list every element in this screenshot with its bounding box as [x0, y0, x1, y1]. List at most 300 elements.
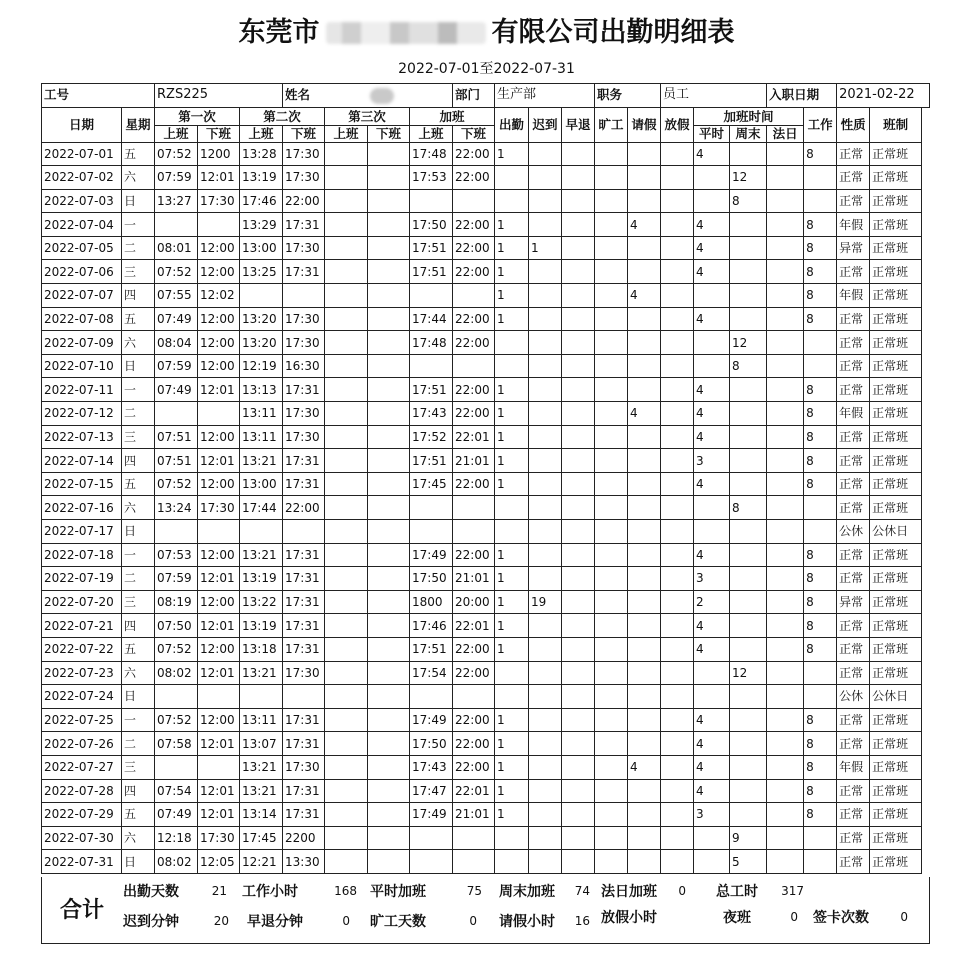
legal-ot-value: 0 [678, 884, 686, 898]
table-cell [730, 449, 767, 473]
table-cell [730, 378, 767, 402]
table-cell: 21:01 [453, 449, 495, 473]
table-cell: 日 [122, 850, 155, 874]
table-cell: 22:00 [453, 213, 495, 237]
table-cell [529, 567, 562, 591]
table-cell: 六 [122, 826, 155, 850]
table-cell: 07:55 [155, 284, 198, 308]
table-cell [240, 520, 283, 544]
table-cell: 12:01 [198, 661, 240, 685]
leave-hours-label: 请假小时 [499, 914, 555, 930]
table-cell [562, 779, 595, 803]
table-cell: 三 [122, 260, 155, 284]
table-cell [730, 732, 767, 756]
table-cell: 正常班 [870, 260, 922, 284]
table-cell [767, 189, 804, 213]
table-cell [562, 236, 595, 260]
table-cell: 17:51 [410, 236, 453, 260]
table-cell [368, 755, 410, 779]
table-cell: 17:45 [240, 826, 283, 850]
table-cell [661, 354, 694, 378]
table-cell: 08:02 [155, 850, 198, 874]
table-cell [325, 803, 368, 827]
table-cell: 17:43 [410, 755, 453, 779]
table-cell: 2022-07-09 [42, 331, 122, 355]
table-cell [325, 213, 368, 237]
table-cell: 2022-07-28 [42, 779, 122, 803]
table-cell: 二 [122, 236, 155, 260]
table-cell: 12:00 [198, 543, 240, 567]
table-cell [529, 213, 562, 237]
table-cell [410, 850, 453, 874]
table-cell [804, 354, 837, 378]
table-cell [529, 142, 562, 166]
table-cell: 4 [694, 402, 730, 426]
table-cell [804, 850, 837, 874]
table-cell: 正常 [837, 543, 870, 567]
table-cell [730, 236, 767, 260]
table-cell: 1 [495, 732, 529, 756]
table-cell [767, 213, 804, 237]
table-cell [661, 378, 694, 402]
table-row [42, 354, 930, 378]
table-cell [595, 779, 628, 803]
table-cell: 17:31 [283, 567, 325, 591]
table-cell: 13:14 [240, 803, 283, 827]
table-cell [661, 402, 694, 426]
table-cell: 13:30 [283, 850, 325, 874]
table-cell [730, 708, 767, 732]
table-cell: 13:11 [240, 402, 283, 426]
table-cell: 07:50 [155, 614, 198, 638]
table-cell [325, 331, 368, 355]
table-cell: 正常班 [870, 543, 922, 567]
table-cell: 正常班 [870, 425, 922, 449]
name-cell [283, 84, 453, 108]
table-cell [529, 496, 562, 520]
table-cell [628, 520, 661, 544]
absent-days-label: 旷工天数 [370, 914, 426, 930]
table-cell: 17:47 [410, 779, 453, 803]
employee-id: RZS225 [155, 84, 283, 108]
table-cell: 12:00 [198, 708, 240, 732]
table-cell [325, 708, 368, 732]
table-cell: 22:00 [453, 307, 495, 331]
table-cell [595, 260, 628, 284]
table-cell: 1 [495, 755, 529, 779]
attendance-table [41, 83, 930, 874]
table-cell [595, 496, 628, 520]
table-cell [495, 331, 529, 355]
table-cell [368, 590, 410, 614]
table-cell: 正常 [837, 449, 870, 473]
table-cell: 22:00 [453, 543, 495, 567]
table-cell: 12:01 [198, 567, 240, 591]
table-row [42, 614, 930, 638]
table-cell [595, 284, 628, 308]
table-cell [368, 779, 410, 803]
table-cell [628, 543, 661, 567]
table-cell [453, 496, 495, 520]
table-cell [694, 826, 730, 850]
table-cell [730, 590, 767, 614]
table-cell: 13:00 [240, 472, 283, 496]
table-cell: 2022-07-02 [42, 166, 122, 190]
table-cell [628, 166, 661, 190]
table-cell: 17:31 [283, 732, 325, 756]
table-cell: 17:50 [410, 213, 453, 237]
table-cell: 2022-07-30 [42, 826, 122, 850]
table-cell [562, 708, 595, 732]
table-cell: 07:54 [155, 779, 198, 803]
table-cell [804, 685, 837, 709]
table-cell: 8 [804, 590, 837, 614]
table-cell: 正常 [837, 354, 870, 378]
col-second: 第二次 [240, 107, 325, 125]
table-cell [661, 637, 694, 661]
table-cell: 22:01 [453, 425, 495, 449]
table-cell [694, 496, 730, 520]
table-cell [804, 826, 837, 850]
table-cell: 13:11 [240, 425, 283, 449]
table-cell: 12:02 [198, 284, 240, 308]
table-cell: 四 [122, 779, 155, 803]
total-label: 合计 [59, 897, 104, 923]
table-cell [628, 779, 661, 803]
table-cell: 8 [730, 354, 767, 378]
table-cell: 3 [694, 449, 730, 473]
table-cell: 12:18 [155, 826, 198, 850]
table-cell [529, 543, 562, 567]
table-cell [368, 496, 410, 520]
table-cell: 8 [804, 803, 837, 827]
table-cell: 2022-07-10 [42, 354, 122, 378]
table-cell [562, 354, 595, 378]
table-cell: 1 [495, 284, 529, 308]
table-cell [325, 590, 368, 614]
table-cell: 17:44 [240, 496, 283, 520]
table-cell: 正常 [837, 850, 870, 874]
table-cell: 12:01 [198, 803, 240, 827]
table-cell: 1 [495, 779, 529, 803]
table-cell [529, 331, 562, 355]
table-cell [767, 708, 804, 732]
table-cell: 正常班 [870, 213, 922, 237]
table-cell: 13:07 [240, 732, 283, 756]
normal-ot-value: 75 [466, 884, 482, 898]
punch-label: 签卡次数 [813, 910, 869, 926]
table-cell [453, 826, 495, 850]
table-cell: 13:11 [240, 708, 283, 732]
table-cell: 13:21 [240, 543, 283, 567]
table-cell [730, 284, 767, 308]
table-cell: 2022-07-18 [42, 543, 122, 567]
table-cell [240, 284, 283, 308]
table-cell [628, 378, 661, 402]
table-cell: 17:31 [283, 472, 325, 496]
table-cell [562, 260, 595, 284]
table-cell: 一 [122, 708, 155, 732]
late-min-label: 迟到分钟 [123, 914, 179, 930]
table-cell: 22:00 [453, 402, 495, 426]
table-cell [325, 307, 368, 331]
table-cell: 正常 [837, 166, 870, 190]
col-ot-on: 上班 [410, 125, 453, 142]
table-cell: 1 [495, 402, 529, 426]
hire-date: 2021-02-22 [837, 84, 930, 108]
table-cell [767, 803, 804, 827]
table-cell [595, 142, 628, 166]
table-cell [368, 449, 410, 473]
table-cell: 12:01 [198, 449, 240, 473]
table-cell: 22:01 [453, 779, 495, 803]
table-cell: 1 [529, 236, 562, 260]
table-cell: 13:25 [240, 260, 283, 284]
table-cell [495, 166, 529, 190]
col-third-on: 上班 [325, 125, 368, 142]
table-row [42, 236, 930, 260]
holiday-hours-label: 放假小时 [601, 910, 657, 926]
table-cell: 17:31 [283, 614, 325, 638]
table-cell: 正常 [837, 496, 870, 520]
table-cell: 4 [628, 755, 661, 779]
table-cell [767, 402, 804, 426]
table-cell: 17:30 [283, 425, 325, 449]
table-cell: 07:51 [155, 425, 198, 449]
table-cell: 正常 [837, 567, 870, 591]
table-cell: 2 [694, 590, 730, 614]
table-cell [529, 850, 562, 874]
table-cell: 8 [804, 142, 837, 166]
table-cell: 二 [122, 402, 155, 426]
table-cell: 1 [495, 142, 529, 166]
table-cell [368, 803, 410, 827]
table-cell [628, 189, 661, 213]
table-cell [661, 425, 694, 449]
table-cell [283, 685, 325, 709]
table-cell [325, 236, 368, 260]
table-cell [198, 213, 240, 237]
table-cell [767, 307, 804, 331]
table-cell [661, 755, 694, 779]
table-cell: 正常 [837, 260, 870, 284]
col-first-off: 下班 [198, 125, 240, 142]
table-cell [562, 189, 595, 213]
header-row-1 [42, 107, 930, 125]
table-cell: 2022-07-12 [42, 402, 122, 426]
table-cell: 8 [804, 732, 837, 756]
table-cell [562, 142, 595, 166]
report-title [0, 12, 973, 54]
table-cell [767, 331, 804, 355]
table-cell: 4 [694, 543, 730, 567]
table-row [42, 166, 930, 190]
table-cell [767, 755, 804, 779]
table-cell [368, 614, 410, 638]
table-cell [730, 260, 767, 284]
table-cell: 17:31 [283, 378, 325, 402]
table-cell: 17:48 [410, 331, 453, 355]
table-cell: 2022-07-17 [42, 520, 122, 544]
table-cell [595, 708, 628, 732]
col-first: 第一次 [155, 107, 240, 125]
table-cell [804, 520, 837, 544]
table-cell [730, 803, 767, 827]
table-cell [767, 472, 804, 496]
table-row [42, 685, 930, 709]
table-cell [529, 449, 562, 473]
table-cell [767, 543, 804, 567]
table-cell [368, 189, 410, 213]
table-cell: 1 [495, 803, 529, 827]
table-cell: 17:51 [410, 260, 453, 284]
table-cell: 正常 [837, 614, 870, 638]
table-cell [562, 496, 595, 520]
table-cell: 17:31 [283, 449, 325, 473]
absent-days-value: 0 [469, 914, 477, 928]
table-cell: 12:01 [198, 166, 240, 190]
table-cell [368, 331, 410, 355]
table-cell [595, 614, 628, 638]
total-hours-label: 总工时 [716, 884, 758, 900]
table-cell: 12:00 [198, 307, 240, 331]
table-cell [694, 685, 730, 709]
table-cell [325, 637, 368, 661]
table-cell: 4 [694, 142, 730, 166]
table-cell [562, 449, 595, 473]
table-cell: 正常班 [870, 236, 922, 260]
table-cell [628, 472, 661, 496]
table-cell: 22:00 [453, 236, 495, 260]
table-row [42, 425, 930, 449]
table-cell [767, 520, 804, 544]
table-cell: 08:01 [155, 236, 198, 260]
table-cell [628, 425, 661, 449]
table-cell: 1 [495, 567, 529, 591]
col-leave: 请假 [628, 107, 661, 142]
table-cell [368, 637, 410, 661]
table-cell [325, 378, 368, 402]
table-cell: 正常班 [870, 449, 922, 473]
table-cell: 07:49 [155, 307, 198, 331]
table-cell [368, 378, 410, 402]
table-cell: 07:59 [155, 567, 198, 591]
table-row [42, 496, 930, 520]
table-row [42, 142, 930, 166]
table-cell: 5 [730, 850, 767, 874]
table-cell: 异常 [837, 590, 870, 614]
table-cell: 9 [730, 826, 767, 850]
table-row [42, 732, 930, 756]
table-cell: 17:49 [410, 708, 453, 732]
table-cell [155, 520, 198, 544]
table-cell: 13:18 [240, 637, 283, 661]
table-cell [410, 520, 453, 544]
table-cell [325, 850, 368, 874]
table-cell: 四 [122, 614, 155, 638]
table-cell: 正常班 [870, 307, 922, 331]
table-cell: 19 [529, 590, 562, 614]
table-cell: 13:27 [155, 189, 198, 213]
table-cell: 一 [122, 543, 155, 567]
table-cell: 正常 [837, 803, 870, 827]
table-cell: 17:30 [283, 661, 325, 685]
table-cell: 2022-07-06 [42, 260, 122, 284]
table-cell [562, 520, 595, 544]
table-cell [595, 567, 628, 591]
table-cell: 正常 [837, 142, 870, 166]
table-cell [368, 708, 410, 732]
dept-value: 生产部 [495, 84, 595, 108]
table-cell: 08:02 [155, 661, 198, 685]
table-cell: 12:01 [198, 779, 240, 803]
header-row-2 [42, 125, 930, 142]
table-cell [495, 496, 529, 520]
table-cell [529, 284, 562, 308]
table-cell: 正常 [837, 779, 870, 803]
table-cell [767, 614, 804, 638]
name-label: 姓名 [285, 87, 311, 103]
table-cell [529, 826, 562, 850]
table-cell: 07:52 [155, 260, 198, 284]
table-cell: 21:01 [453, 803, 495, 827]
table-cell [562, 590, 595, 614]
table-cell: 正常 [837, 661, 870, 685]
hire-label: 入职日期 [767, 84, 837, 108]
table-cell [595, 732, 628, 756]
table-cell: 1 [495, 307, 529, 331]
table-cell [661, 236, 694, 260]
table-cell: 22:00 [283, 189, 325, 213]
col-ot-hours: 加班时间 [694, 107, 804, 125]
table-cell [198, 520, 240, 544]
table-cell: 8 [804, 402, 837, 426]
table-cell [155, 402, 198, 426]
table-row [42, 779, 930, 803]
table-cell [283, 520, 325, 544]
table-cell: 07:51 [155, 449, 198, 473]
table-cell: 日 [122, 354, 155, 378]
table-cell [368, 661, 410, 685]
table-cell [661, 166, 694, 190]
table-cell [453, 284, 495, 308]
table-cell: 17:49 [410, 543, 453, 567]
table-cell [368, 284, 410, 308]
table-row [42, 826, 930, 850]
table-cell [730, 567, 767, 591]
table-cell [325, 189, 368, 213]
table-cell [562, 378, 595, 402]
table-cell: 五 [122, 472, 155, 496]
table-cell: 12:21 [240, 850, 283, 874]
table-cell: 17:49 [410, 803, 453, 827]
late-min-value: 20 [213, 914, 229, 928]
table-cell: 12:00 [198, 590, 240, 614]
table-cell [694, 189, 730, 213]
table-cell: 8 [804, 236, 837, 260]
table-cell: 08:19 [155, 590, 198, 614]
table-cell [495, 685, 529, 709]
table-cell [628, 708, 661, 732]
night-value: 0 [790, 910, 798, 924]
table-cell [562, 307, 595, 331]
table-cell: 异常 [837, 236, 870, 260]
table-cell: 22:00 [453, 142, 495, 166]
table-cell [453, 189, 495, 213]
table-cell [529, 803, 562, 827]
table-cell: 4 [628, 402, 661, 426]
table-cell [325, 779, 368, 803]
